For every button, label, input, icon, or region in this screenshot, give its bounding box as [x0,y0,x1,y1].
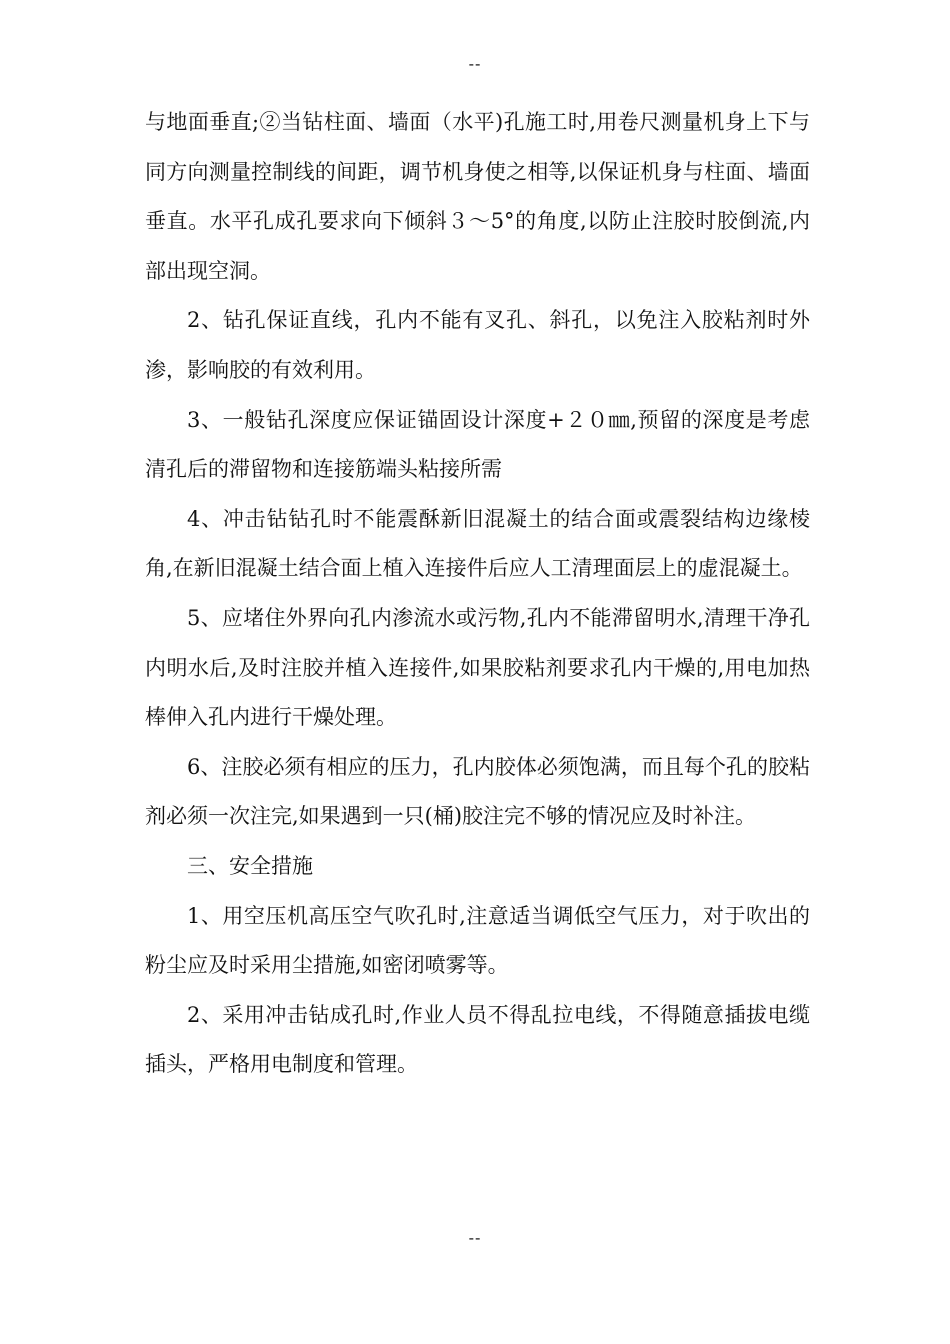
paragraph-item-3: 3、一般钻孔深度应保证锚固设计深度+２０㎜,预留的深度是考虑清孔后的滞留物和连接筋端头粘接所需 [145,407,810,482]
document-body [145,98,810,1090]
section-heading-safety: 三、安全措施 [187,853,313,878]
paragraph-item-5: 5、应堵住外界向孔内渗流水或污物,孔内不能滞留明水,清理干净孔内明水后,及时注胶并植入连接件,如果胶粘剂要求孔内干燥的,用电加热棒伸入孔内进行干燥处理。 [145,605,810,730]
paragraph-item-6: 6、注胶必须有相应的压力，孔内胶体必须饱满，而且每个孔的胶粘剂必须一次注完,如果遇到一只(桶)胶注完不够的情况应及时补注。 [145,754,810,829]
paragraph-continuation: 与地面垂直;②当钻柱面、墙面（水平)孔施工时,用卷尺测量机身上下与同方向测量控制线的间距，调节机身使之相等,以保证机身与柱面、墙面垂直。水平孔成孔要求向下倾斜３～5°的角度,以防止注胶时胶倒流,内部出现空洞。 [145,110,810,283]
page-header-marker: -- [468,54,482,73]
safety-item-1: 1、用空压机高压空气吹孔时,注意适当调低空气压力，对于吹出的粉尘应及时采用尘措施,如密闭喷雾等。 [145,903,810,978]
paragraph-item-4: 4、冲击钻钻孔时不能震酥新旧混凝土的结合面或震裂结构边缘棱角,在新旧混凝土结合面上植入连接件后应人工清理面层上的虚混凝土。 [145,506,810,581]
safety-item-2: 2、采用冲击钻成孔时,作业人员不得乱拉电线，不得随意插拔电缆插头，严格用电制度和管理。 [145,1002,810,1077]
page-footer-marker: -- [468,1228,482,1247]
paragraph-item-2: 2、钻孔保证直线，孔内不能有叉孔、斜孔，以免注入胶粘剂时外渗，影响胶的有效利用。 [145,308,810,382]
